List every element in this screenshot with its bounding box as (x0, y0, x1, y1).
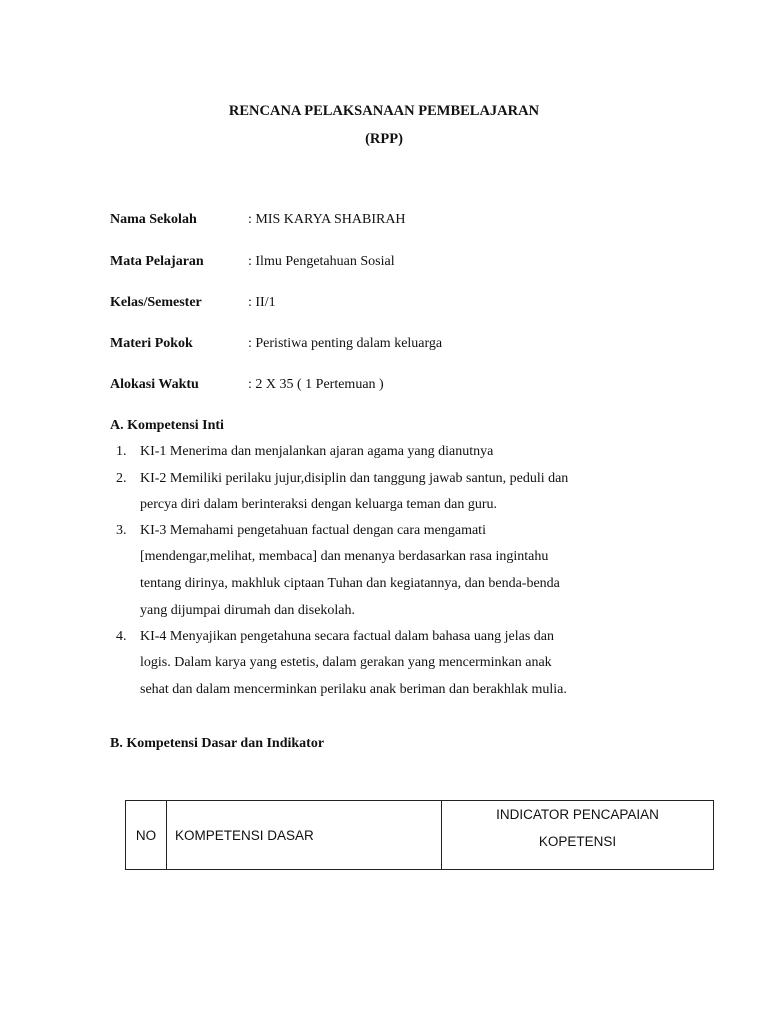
list-item-number: 2. (116, 471, 127, 486)
list-item-number: 4. (116, 629, 127, 644)
identity-label-time: Alokasi Waktu (110, 377, 199, 392)
identity-label-school: Nama Sekolah (110, 212, 197, 227)
table-header-no: NO (126, 801, 167, 870)
identity-value-time: : 2 X 35 ( 1 Pertemuan ) (248, 377, 384, 392)
table-header-row (126, 801, 714, 870)
list-item-number: 3. (116, 523, 127, 538)
list-item-text: tentang dirinya, makhluk ciptaan Tuhan dan kegiatannya, dan benda-benda (140, 576, 560, 591)
list-item-text: KI-1 Menerima dan menjalankan ajaran agama yang dianutnya (140, 444, 494, 459)
list-item-text: percya diri dalam berinteraksi dengan keluarga teman dan guru. (140, 497, 497, 512)
table-header-basic-competency: KOMPETENSI DASAR (167, 801, 442, 870)
list-item-text: logis. Dalam karya yang estetis, dalam gerakan yang mencerminkan anak (140, 655, 552, 670)
identity-label-class: Kelas/Semester (110, 295, 202, 310)
list-item-text: yang dijumpai dirumah dan disekolah. (140, 603, 356, 618)
list-item-text: [mendengar,melihat, membaca] dan menanya berdasarkan rasa ingintahu (140, 549, 549, 564)
list-item-text: KI-4 Menyajikan pengetahuna secara factual dalam bahasa uang jelas dan (140, 629, 554, 644)
identity-value-class: : II/1 (248, 295, 276, 310)
table-header-indicator (442, 801, 714, 870)
list-item-text: sehat dan dalam mencerminkan perilaku anak beriman dan berakhlak mulia. (140, 682, 567, 697)
table-header-indicator-line2: KOPETENSI (538, 834, 617, 849)
competency-table (125, 800, 714, 870)
section-a-heading: A. Kompetensi Inti (110, 418, 224, 433)
list-item-number: 1. (116, 444, 127, 459)
table-header-indicator-line1: INDICATOR PENCAPAIAN (496, 807, 659, 822)
document-title: RENCANA PELAKSANAAN PEMBELAJARAN (228, 103, 540, 119)
identity-value-subject: : Ilmu Pengetahuan Sosial (248, 254, 395, 269)
list-item-text: KI-3 Memahami pengetahuan factual dengan cara mengamati (140, 523, 486, 538)
identity-value-school: : MIS KARYA SHABIRAH (248, 212, 406, 227)
identity-label-subject: Mata Pelajaran (110, 254, 204, 269)
section-b-heading: B. Kompetensi Dasar dan Indikator (110, 736, 325, 751)
list-item-text: KI-2 Memiliki perilaku jujur,disiplin dan tanggung jawab santun, peduli dan (140, 471, 569, 486)
identity-label-topic: Materi Pokok (110, 336, 193, 351)
identity-value-topic: : Peristiwa penting dalam keluarga (248, 336, 443, 351)
document-subtitle: (RPP) (365, 131, 403, 147)
